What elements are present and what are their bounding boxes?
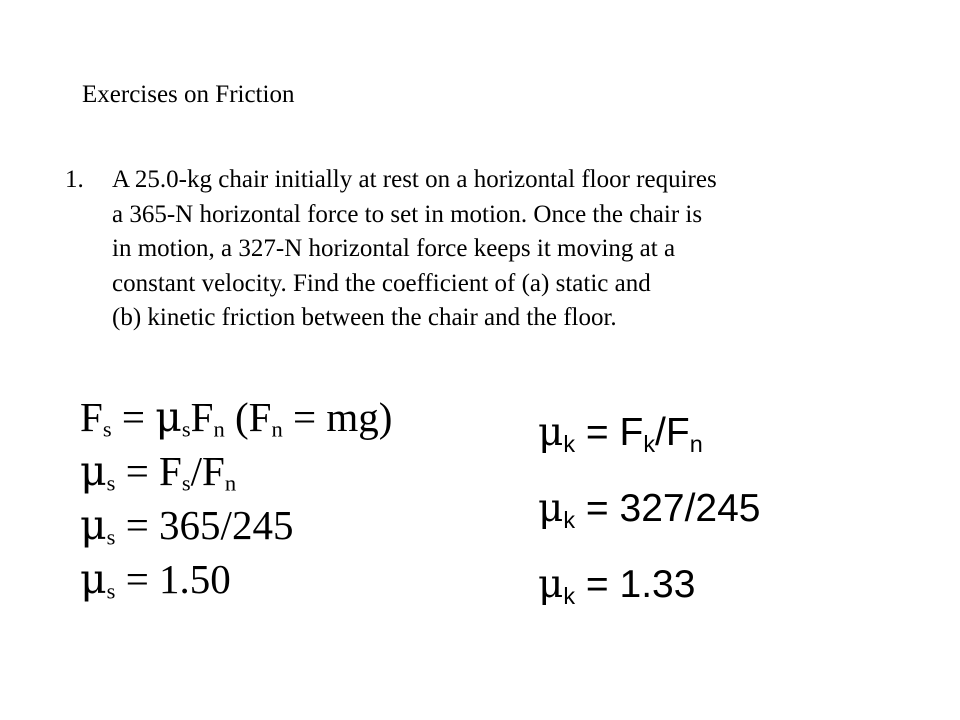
subscript-k: k	[563, 583, 576, 610]
normal-force-open: (F	[224, 394, 272, 440]
problem-line-4: constant velocity. Find the coefficient of (a) static and	[112, 269, 651, 297]
problem-line-1: A 25.0-kg chair initially at rest on a horizontal floor requires	[112, 166, 717, 193]
static-equation-2	[80, 444, 392, 498]
subscript-n: n	[224, 470, 237, 496]
mu-symbol: μ	[538, 410, 564, 455]
static-equation-4	[80, 552, 392, 606]
force-symbol: F	[80, 394, 103, 440]
mu-symbol: μ	[155, 393, 182, 441]
problem-text	[112, 163, 717, 336]
subscript-n: n	[689, 431, 703, 458]
force-symbol: F	[190, 394, 214, 440]
kinetic-ratio: = 327/245	[575, 487, 761, 530]
mu-symbol: μ	[80, 501, 107, 549]
problem-number: 1.	[65, 166, 84, 193]
problem-line-2: a 365-N horizontal force to set in motion. Once the chair is	[112, 200, 703, 228]
subscript-k: k	[563, 507, 576, 534]
page-title: Exercises on Friction	[82, 81, 295, 108]
static-friction-solution	[80, 390, 392, 606]
mu-symbol: μ	[538, 486, 564, 531]
kinetic-equation-3	[538, 562, 696, 610]
mu-symbol: μ	[80, 555, 107, 603]
kinetic-result: = 1.33	[575, 563, 696, 606]
problem-line-3: in motion, a 327-N horizontal force keeps it moving at a	[112, 235, 676, 262]
problem-line-5: (b) kinetic friction between the chair and the floor.	[112, 304, 617, 331]
subscript-s: s	[181, 470, 191, 496]
mu-symbol: μ	[80, 447, 107, 495]
static-equation-3	[80, 498, 392, 552]
subscript-s: s	[106, 470, 116, 496]
equals-force: = F	[575, 411, 644, 454]
subscript-s: s	[106, 524, 116, 550]
subscript-s: s	[106, 578, 116, 604]
kinetic-equation-2	[538, 486, 761, 534]
subscript-s: s	[102, 416, 112, 442]
subscript-s: s	[181, 416, 191, 442]
divide-force: /F	[655, 411, 690, 454]
subscript-n: n	[213, 416, 225, 442]
kinetic-equation-1	[538, 410, 703, 458]
subscript-n: n	[271, 416, 283, 442]
static-equation-1	[80, 390, 392, 444]
mu-symbol: μ	[538, 562, 564, 607]
static-result: = 1.50	[115, 556, 231, 602]
static-ratio: = 365/245	[115, 502, 294, 548]
subscript-k: k	[643, 431, 656, 458]
equals-force: = F	[115, 448, 182, 494]
normal-force-def: = mg)	[282, 394, 393, 440]
equals: =	[111, 394, 156, 440]
divide-force: /F	[190, 448, 225, 494]
subscript-k: k	[563, 431, 576, 458]
